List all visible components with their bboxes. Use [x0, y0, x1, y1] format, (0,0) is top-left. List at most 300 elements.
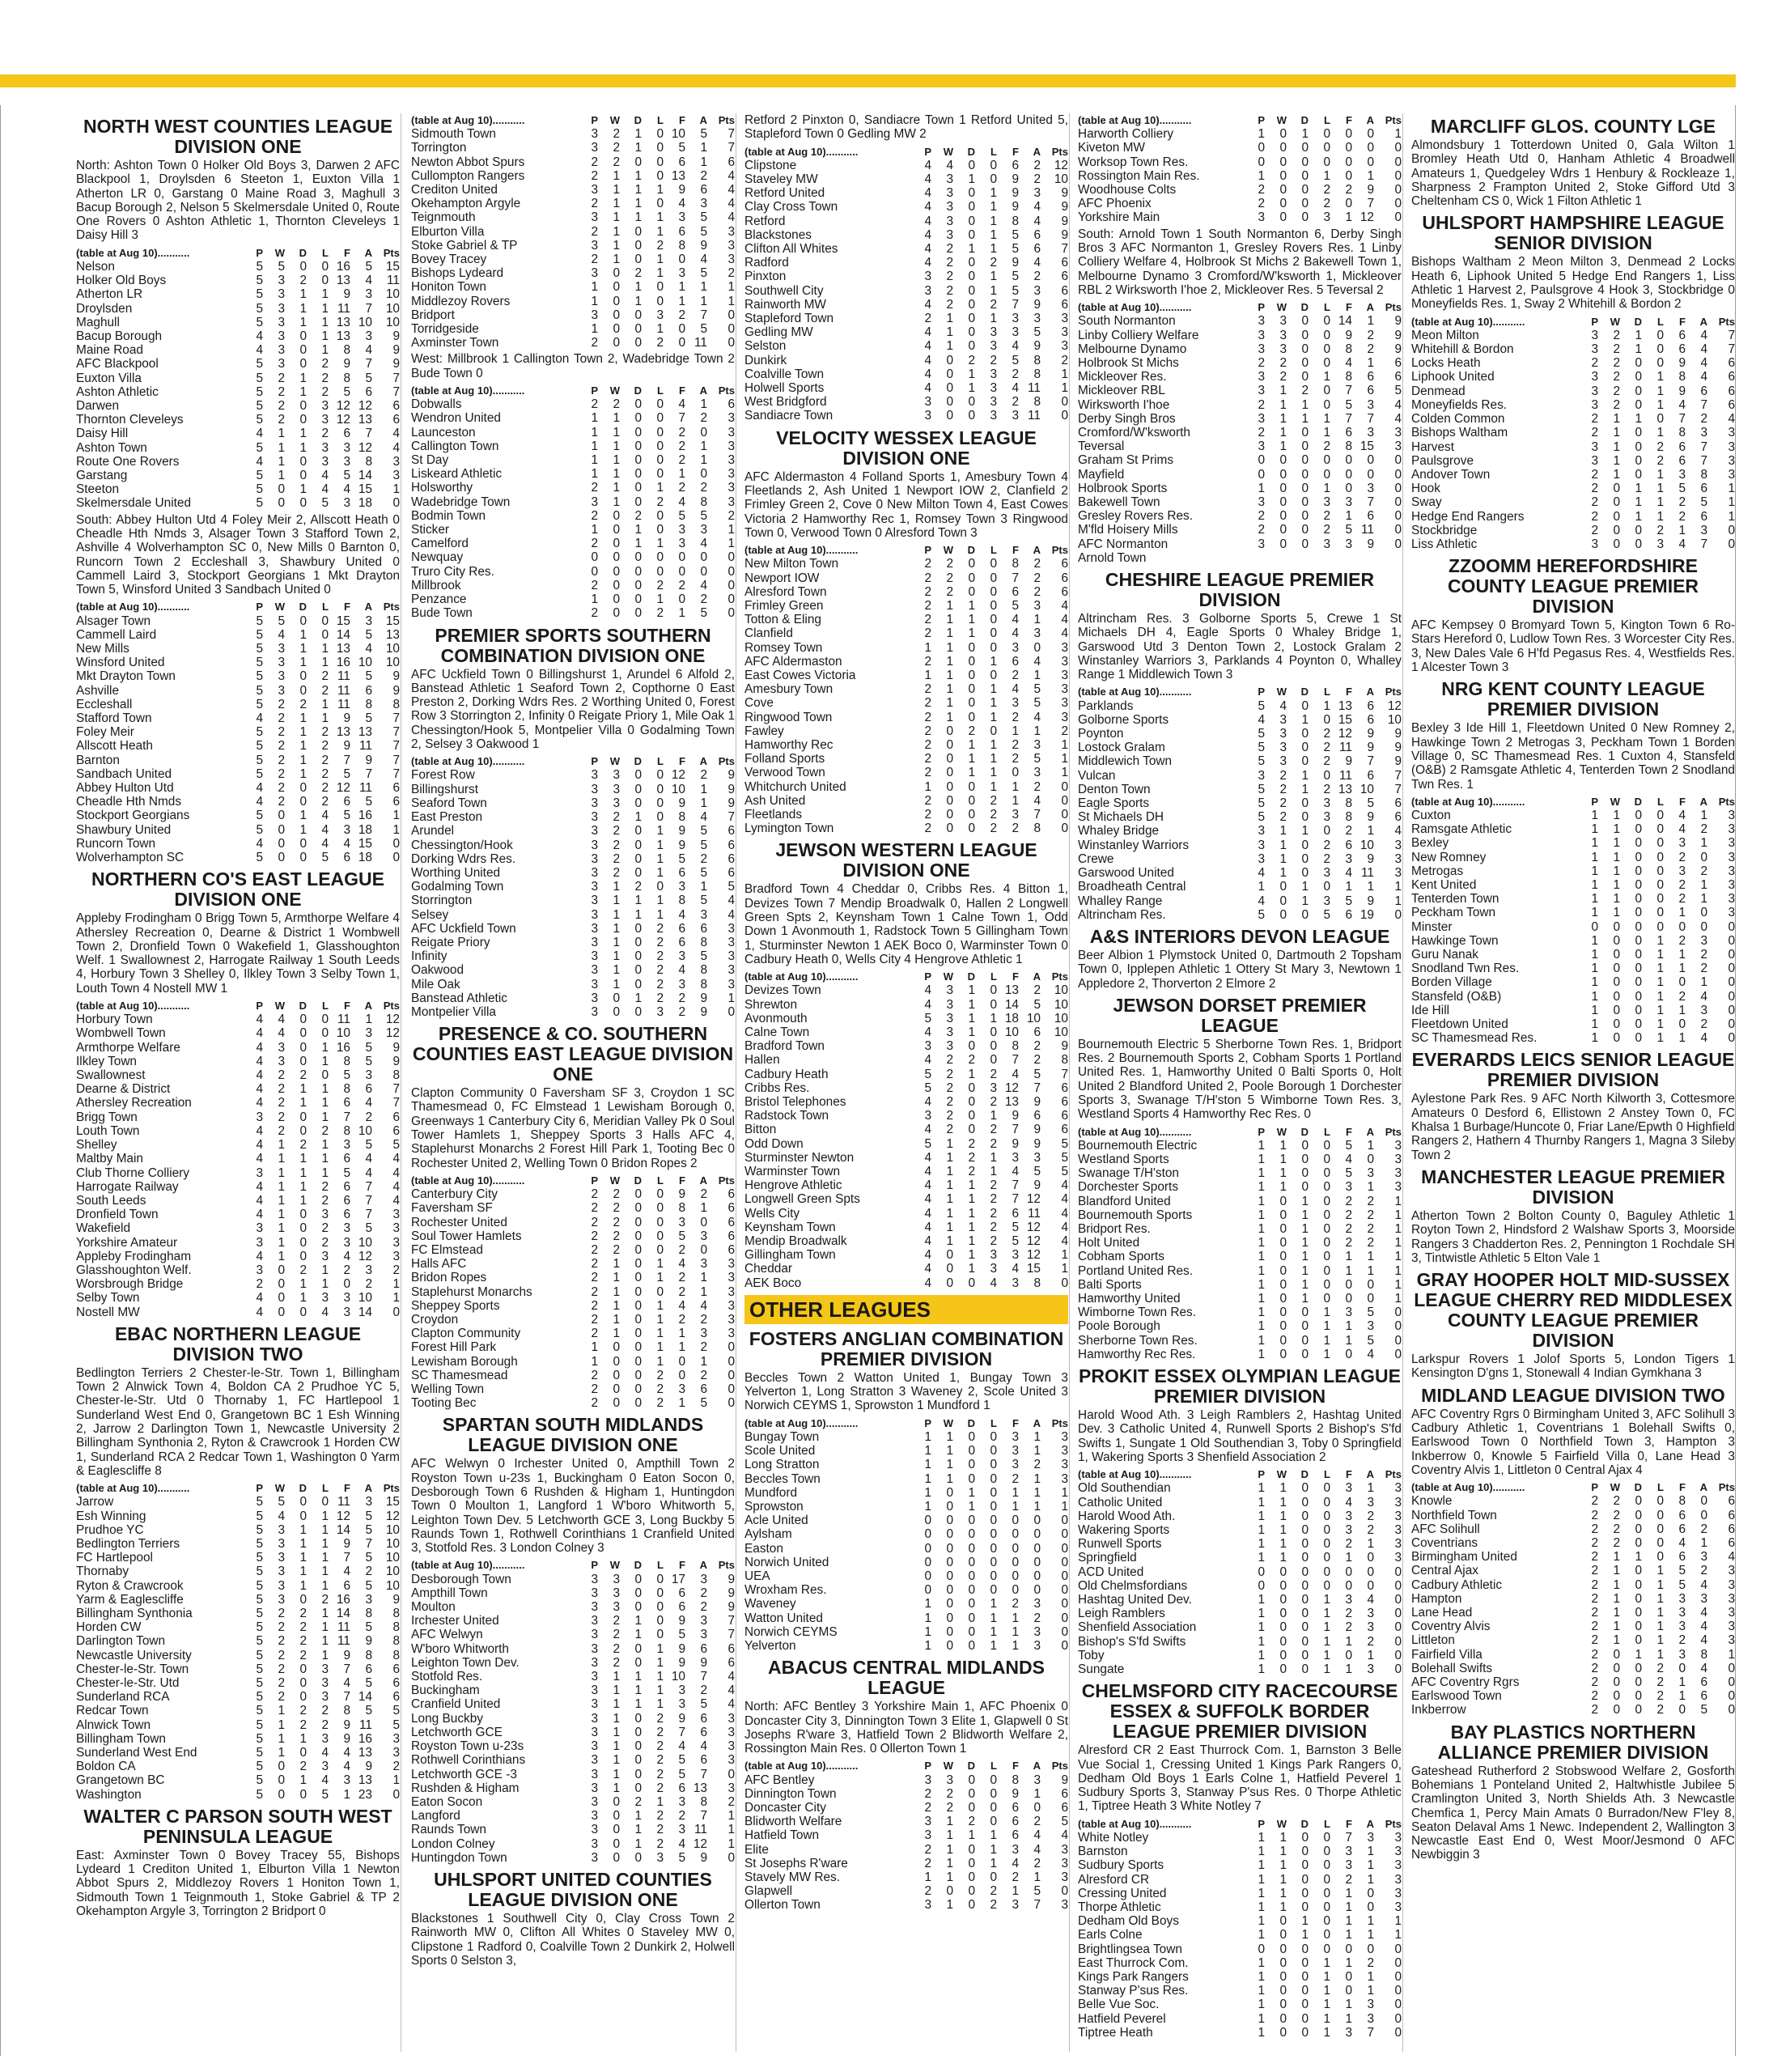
table-cell: 0 — [1033, 640, 1041, 655]
table-cell: 0 — [634, 1368, 642, 1382]
table-cell: 0 — [1323, 1481, 1330, 1496]
table-cell: 0 — [1323, 1194, 1330, 1208]
table-row — [411, 1837, 735, 1851]
table-cell: 1 — [634, 168, 642, 183]
table-cell: 6 — [1678, 453, 1686, 468]
table-cell: 5 — [1700, 495, 1707, 510]
table-cell: 0 — [1345, 141, 1352, 155]
table-cell: 1 — [1279, 439, 1287, 454]
table-cell: 0 — [656, 523, 664, 537]
table-cell: 2 — [1678, 892, 1686, 906]
table-cell: 7 — [365, 301, 372, 316]
team-name: Teversal — [1078, 439, 1125, 454]
league-section — [1411, 1050, 1735, 1161]
table-cell: 0 — [278, 851, 285, 865]
table-cell: 0 — [946, 1485, 953, 1500]
table-cell: 1 — [392, 809, 400, 823]
table-cell: 0 — [1061, 1611, 1068, 1625]
table-cell: 1 — [278, 1235, 285, 1250]
column-header: W — [943, 1760, 953, 1773]
table-cell: 1 — [924, 1471, 931, 1486]
table-cell: 3 — [1591, 384, 1598, 398]
table-cell: 0 — [1323, 141, 1330, 155]
table-cell: 0 — [278, 1787, 285, 1802]
table-cell: 3 — [946, 200, 953, 214]
table-row — [1078, 1942, 1402, 1956]
table-cell: 0 — [968, 584, 975, 599]
table-cell: 2 — [1345, 1194, 1352, 1208]
table-cell: 1 — [613, 439, 620, 453]
table-cell: 2 — [924, 598, 931, 613]
table-cell: 3 — [1258, 342, 1265, 356]
table-row — [1411, 495, 1735, 509]
table-cell: 2 — [1591, 1591, 1598, 1606]
table-cell: 3 — [591, 1767, 598, 1781]
table-cell: 8 — [343, 1704, 350, 1718]
team-name: Melbourne Dynamo — [1078, 342, 1187, 356]
table-cell: 0 — [1061, 1569, 1068, 1583]
table-cell: 3 — [1394, 1845, 1402, 1859]
table-cell: 1 — [1033, 1429, 1041, 1444]
table-cell: 0 — [990, 613, 997, 627]
table-cell: 2 — [591, 197, 598, 211]
table-cell: 3 — [1367, 1662, 1374, 1677]
table-cell: 0 — [1301, 698, 1309, 713]
table-cell: 5 — [700, 606, 707, 621]
table-cell: 1 — [278, 1221, 285, 1236]
table-cell: 0 — [656, 197, 664, 211]
table-cell: 1 — [990, 1011, 997, 1025]
table-row — [411, 266, 735, 280]
table-cell: 4 — [1061, 598, 1068, 613]
table-cell: 1 — [1258, 1648, 1265, 1662]
column-header: W — [609, 1174, 620, 1187]
team-name: Letchworth GCE — [411, 1725, 503, 1739]
table-cell: 2 — [1367, 1634, 1374, 1649]
table-cell: 1 — [1656, 426, 1664, 440]
table-cell: 1 — [1591, 989, 1598, 1004]
table-cell: 0 — [1301, 1495, 1309, 1509]
table-cell: 3 — [656, 1004, 664, 1019]
table-cell: 2 — [1367, 1236, 1374, 1250]
table-row — [744, 409, 1068, 422]
table-cell: 3 — [1279, 727, 1287, 741]
table-cell: 0 — [1279, 1292, 1287, 1306]
table-cell: 1 — [1678, 948, 1686, 962]
team-name: Whitchurch United — [744, 779, 846, 794]
team-name: Sprowston — [744, 1499, 804, 1514]
team-name: AFC Uckfield Town — [411, 921, 516, 936]
table-cell: 5 — [1345, 894, 1352, 908]
table-cell: 3 — [1012, 1898, 1019, 1913]
table-cell: 3 — [1345, 1845, 1352, 1859]
column-header: Pts — [383, 601, 400, 614]
table-caption: (table at Aug 10)........... — [1078, 1125, 1192, 1138]
table-cell: 4 — [321, 469, 329, 483]
table-cell: 2 — [1591, 509, 1598, 524]
table-cell: 0 — [634, 782, 642, 796]
team-name: AFC Welwyn — [411, 1628, 483, 1642]
table-cell: 4 — [343, 1565, 350, 1579]
table-cell: 4 — [1345, 866, 1352, 881]
table-cell: 0 — [1323, 1292, 1330, 1306]
table-cell: 1 — [990, 710, 997, 724]
table-cell: 0 — [1323, 467, 1330, 482]
table-cell: 2 — [321, 725, 329, 740]
table-cell: 1 — [392, 1773, 400, 1788]
table-cell: 5 — [256, 399, 263, 414]
table-cell: 8 — [1345, 810, 1352, 825]
column-header: P — [591, 755, 598, 768]
team-name: Liskeard Athletic — [411, 467, 503, 482]
table-cell: 1 — [1656, 1591, 1664, 1606]
table-row — [411, 1187, 735, 1201]
table-cell: 4 — [321, 482, 329, 497]
column-header: W — [1276, 1817, 1287, 1830]
table-row — [1078, 754, 1402, 768]
league-table — [411, 754, 735, 1019]
table-row — [411, 1201, 735, 1215]
table-cell: 2 — [1613, 397, 1620, 412]
table-cell: 3 — [365, 329, 372, 343]
table-cell: 12 — [336, 1509, 350, 1523]
table-cell: 0 — [1301, 481, 1309, 495]
table-cell: 6 — [1728, 356, 1735, 371]
table-cell: 5 — [1033, 1165, 1041, 1179]
table-cell: 5 — [1258, 727, 1265, 741]
team-name: Maine Road — [76, 343, 143, 358]
table-cell: 10 — [671, 782, 685, 796]
table-cell: 2 — [924, 1884, 931, 1899]
table-row — [744, 1207, 1068, 1221]
table-row — [411, 253, 735, 266]
table-cell: 9 — [343, 1536, 350, 1551]
table-cell: 5 — [700, 838, 707, 852]
table-row — [411, 495, 735, 509]
table-cell: 1 — [1258, 1333, 1265, 1348]
table-cell: 1 — [1613, 467, 1620, 482]
table-row — [76, 287, 400, 301]
table-cell: 1 — [1301, 1236, 1309, 1250]
table-cell: 0 — [1394, 155, 1402, 169]
table-cell: 3 — [700, 1229, 707, 1243]
table-cell: 10 — [358, 1235, 372, 1250]
table-cell: 0 — [1728, 962, 1735, 976]
table-row — [744, 284, 1068, 298]
table-cell: 1 — [924, 1597, 931, 1611]
table-row — [744, 794, 1068, 808]
table-cell: 3 — [924, 1109, 931, 1123]
table-cell: 1 — [1728, 1647, 1735, 1662]
table-cell: 1 — [299, 627, 307, 642]
table-cell: 1 — [1033, 724, 1041, 738]
team-name: Desborough Town — [411, 1572, 511, 1586]
table-cell: 1 — [321, 1578, 329, 1593]
table-cell: 1 — [946, 710, 953, 724]
table-cell: 0 — [990, 1514, 997, 1528]
table-cell: 11 — [337, 697, 350, 711]
table-cell: 3 — [591, 1725, 598, 1739]
table-cell: 1 — [1678, 1031, 1686, 1046]
page-column — [1078, 113, 1402, 2044]
table-cell: 2 — [1678, 509, 1686, 524]
table-cell: 2 — [1367, 1509, 1374, 1523]
table-cell: 9 — [392, 1592, 400, 1607]
table-cell: 2 — [1591, 1689, 1598, 1704]
team-name: Hamworthy Rec — [744, 737, 833, 752]
table-cell: 1 — [299, 1731, 307, 1746]
table-cell: 3 — [924, 409, 931, 423]
table-cell: 0 — [727, 1004, 735, 1019]
table-cell: 1 — [1301, 1250, 1309, 1264]
team-name: Wendron United — [411, 411, 501, 426]
table-cell: 5 — [392, 1138, 400, 1153]
team-name: Shrewton — [744, 997, 798, 1012]
table-cell: 0 — [1613, 509, 1620, 524]
table-cell: 1 — [321, 1096, 329, 1110]
table-cell: 5 — [365, 669, 372, 684]
table-cell: 1 — [613, 1711, 620, 1726]
table-row — [1411, 1592, 1735, 1606]
table-cell: 2 — [946, 557, 953, 571]
table-cell: 0 — [1279, 537, 1287, 551]
team-name: Old Chelmsfordians — [1078, 1578, 1188, 1593]
table-cell: 12 — [358, 440, 372, 455]
table-cell: 0 — [634, 1257, 642, 1272]
table-cell: 0 — [299, 669, 307, 684]
table-cell: 8 — [1033, 395, 1041, 410]
table-row — [1411, 342, 1735, 356]
table-cell: 3 — [1012, 1842, 1019, 1857]
table-cell: 0 — [299, 1305, 307, 1319]
table-cell: 11 — [694, 1823, 707, 1837]
table-cell: 2 — [299, 1634, 307, 1649]
table-cell: 3 — [591, 782, 598, 796]
table-cell: 6 — [1033, 1109, 1041, 1123]
table-cell: 1 — [990, 1842, 997, 1857]
table-cell: 1 — [946, 1429, 953, 1444]
table-cell: 5 — [1033, 1884, 1041, 1899]
table-cell: 3 — [278, 642, 285, 656]
table-cell: 3 — [990, 381, 997, 396]
table-cell: 2 — [1345, 1236, 1352, 1250]
table-row — [411, 1753, 735, 1767]
table-cell: 0 — [1323, 328, 1330, 342]
table-cell: 1 — [946, 598, 953, 613]
table-cell: 1 — [321, 1110, 329, 1124]
table-cell: 4 — [924, 983, 931, 998]
table-row — [411, 336, 735, 350]
table-cell: 2 — [678, 1284, 685, 1299]
table-cell: 0 — [968, 1527, 975, 1542]
table-cell: 3 — [321, 1675, 329, 1690]
table-row — [1078, 482, 1402, 495]
table-cell: 1 — [613, 425, 620, 439]
table-cell: 6 — [678, 921, 685, 936]
table-cell: 2 — [678, 308, 685, 322]
table-cell: 0 — [968, 1444, 975, 1458]
table-cell: 1 — [613, 411, 620, 426]
table-cell: 0 — [1394, 168, 1402, 183]
table-cell: 1 — [1656, 1003, 1664, 1017]
column-header: L — [990, 145, 997, 158]
table-cell: 0 — [1613, 495, 1620, 510]
table-cell: 0 — [1301, 796, 1309, 811]
table-cell: 7 — [1367, 197, 1374, 211]
column-header: L — [1324, 301, 1330, 314]
table-cell: 0 — [634, 1271, 642, 1285]
table-row — [76, 1620, 400, 1634]
table-cell: 2 — [1700, 822, 1707, 837]
table-cell: 0 — [1728, 1031, 1735, 1046]
column-header: D — [299, 601, 307, 614]
table-cell: 0 — [968, 1039, 975, 1054]
table-cell: 7 — [1367, 495, 1374, 509]
table-cell: 3 — [591, 1670, 598, 1684]
table-cell: 0 — [299, 1026, 307, 1041]
team-name: Camelford — [411, 537, 469, 551]
table-cell: 0 — [656, 796, 664, 810]
table-cell: 0 — [634, 1215, 642, 1229]
table-cell: 4 — [924, 1192, 931, 1207]
table-cell: 5 — [1394, 384, 1402, 398]
table-cell: 2 — [278, 413, 285, 427]
table-cell: 2 — [278, 1123, 285, 1138]
table-cell: 3 — [1394, 866, 1402, 881]
table-cell: 4 — [678, 1257, 685, 1272]
table-cell: 10 — [1054, 172, 1068, 186]
table-cell: 2 — [656, 949, 664, 964]
table-cell: 1 — [678, 1340, 685, 1355]
team-name: Earlswood Town — [1411, 1689, 1502, 1704]
table-cell: 1 — [1301, 768, 1309, 783]
table-row — [1411, 1522, 1735, 1536]
table-cell: 0 — [1323, 127, 1330, 142]
table-cell: 1 — [613, 253, 620, 267]
table-cell: 0 — [968, 654, 975, 669]
table-cell: 0 — [656, 141, 664, 155]
column-header: L — [322, 246, 329, 259]
table-cell: 2 — [924, 737, 931, 752]
table-cell: 11 — [359, 739, 372, 754]
table-cell: 1 — [613, 1271, 620, 1285]
column-header: D — [299, 1482, 307, 1495]
table-cell: 2 — [591, 224, 598, 239]
team-name: St Day — [411, 453, 449, 468]
table-cell: 9 — [678, 824, 685, 839]
column-header: L — [990, 1416, 997, 1429]
table-cell: 3 — [591, 1614, 598, 1628]
table-row — [744, 1639, 1068, 1653]
table-cell: 2 — [1678, 850, 1686, 864]
table-cell: 0 — [1301, 1984, 1309, 1998]
results-text: Almondsbury 1 Totterdown United 0, Gala Wilton 1 Bromley Heath Utd 0, Hanham Athletic 4 Broadwell Amateurs 1, Quedgeley Wdrs 1 Henbury & Rockleaze 1, Sharpness 2 Frampton United 2, Stoke Gifford Utd 3 Cheltenham CS 0, Wick 1 Filton Athletic 1 — [1411, 138, 1735, 209]
table-cell: 1 — [1367, 168, 1374, 183]
table-cell: 0 — [1279, 1928, 1287, 1942]
league-title: PRESENCE & CO. SOUTHERN COUNTIES EAST LEAGUE DIVISION ONE — [412, 1023, 734, 1085]
table-cell: 4 — [924, 214, 931, 228]
table-cell: 1 — [299, 1166, 307, 1180]
table-cell: 0 — [1301, 1166, 1309, 1181]
table-cell: 0 — [1279, 1984, 1287, 1998]
table-row — [744, 367, 1068, 381]
table-cell: 0 — [727, 336, 735, 350]
table-cell: 2 — [1033, 1458, 1041, 1472]
table-cell: 5 — [1012, 227, 1019, 242]
table-cell: 1 — [1367, 1872, 1374, 1887]
table-cell: 2 — [1323, 509, 1330, 524]
table-row — [1411, 962, 1735, 975]
table-cell: 0 — [1279, 1607, 1287, 1621]
table-cell: 1 — [1613, 1577, 1620, 1592]
table-row — [76, 1676, 400, 1690]
team-name: Wombwell Town — [76, 1026, 166, 1041]
table-cell: 2 — [634, 266, 642, 281]
table-row — [411, 467, 735, 481]
table-cell: 2 — [1323, 838, 1330, 852]
table-row — [744, 395, 1068, 409]
table-cell: 0 — [946, 1884, 953, 1899]
table-cell: 5 — [365, 711, 372, 726]
table-cell: 4 — [924, 297, 931, 312]
table-cell: 2 — [613, 1187, 620, 1202]
table-cell: 0 — [656, 439, 664, 453]
table-cell: 2 — [990, 1136, 997, 1151]
table-cell: 1 — [1012, 1611, 1019, 1625]
table-cell: 6 — [343, 1179, 350, 1194]
results-text: Bradford Town 4 Cheddar 0, Cribbs Res. 4 Bitton 1, Devizes Town 7 Mendip Broadwalk 0, Hallen 2 Longwell Green Spts 2, Keynsham Town 1 Calne Town 1, Odd Down 1 Avonmouth 1, Radstock Town 5 Gillingham Town 1, Sturminster Newton 1 AEK Boco 0, Warminster Town 0 Cadbury Heath 0, Wells City 4 Hengrove Athletic 1 — [744, 882, 1068, 966]
table-cell: 0 — [1367, 1152, 1374, 1166]
table-cell: 0 — [968, 1555, 975, 1569]
team-name: Littleton — [1411, 1633, 1455, 1648]
table-cell: 1 — [968, 381, 975, 396]
table-cell: 1 — [968, 1067, 975, 1081]
table-cell: 3 — [591, 1739, 598, 1754]
table-cell: 1 — [1728, 509, 1735, 524]
table-cell: 1 — [1345, 1319, 1352, 1334]
table-cell: 5 — [1258, 782, 1265, 796]
table-cell: 1 — [1033, 1485, 1041, 1500]
table-cell: 18 — [358, 496, 372, 511]
table-cell: 6 — [1678, 439, 1686, 454]
results-text: AFC Coventry Rgrs 0 Birmingham United 3, AFC Solihull 3 Cadbury Athletic 1, Coventrians 1 Bolehall Swifts 0, Earlswood Town 0 Northfield Town 3, Hampton 3 Inkberrow 0, Knowle 5 Fairfield Villa 0, Lane Head 3 Coventry Alvis 1, Littleton 0 Central Ajax 4 — [1411, 1407, 1735, 1477]
table-cell: 1 — [946, 1165, 953, 1179]
table-cell: 2 — [591, 1284, 598, 1299]
table-cell: 5 — [365, 1221, 372, 1236]
table-cell: 2 — [1345, 1208, 1352, 1222]
table-cell: 3 — [678, 1684, 685, 1698]
table-cell: 1 — [613, 1767, 620, 1781]
table-cell: 8 — [343, 343, 350, 358]
table-cell: 0 — [613, 1354, 620, 1369]
table-cell: 3 — [1012, 1150, 1019, 1165]
table-cell: 11 — [337, 1013, 350, 1027]
page-column — [411, 113, 735, 1972]
column-header: A — [1366, 1468, 1374, 1481]
table-cell: 2 — [924, 557, 931, 571]
table-cell: 0 — [968, 1095, 975, 1110]
column-header: Pts — [1051, 1760, 1068, 1773]
team-name: Axminster Town — [411, 336, 499, 350]
table-cell: 5 — [256, 1565, 263, 1579]
table-cell: 10 — [336, 1026, 350, 1041]
team-name: Crediton United — [411, 183, 498, 197]
table-cell: 3 — [278, 274, 285, 288]
table-cell: 0 — [613, 578, 620, 592]
table-cell: 6 — [392, 1675, 400, 1690]
table-cell: 1 — [299, 427, 307, 441]
table-row — [1411, 1004, 1735, 1017]
